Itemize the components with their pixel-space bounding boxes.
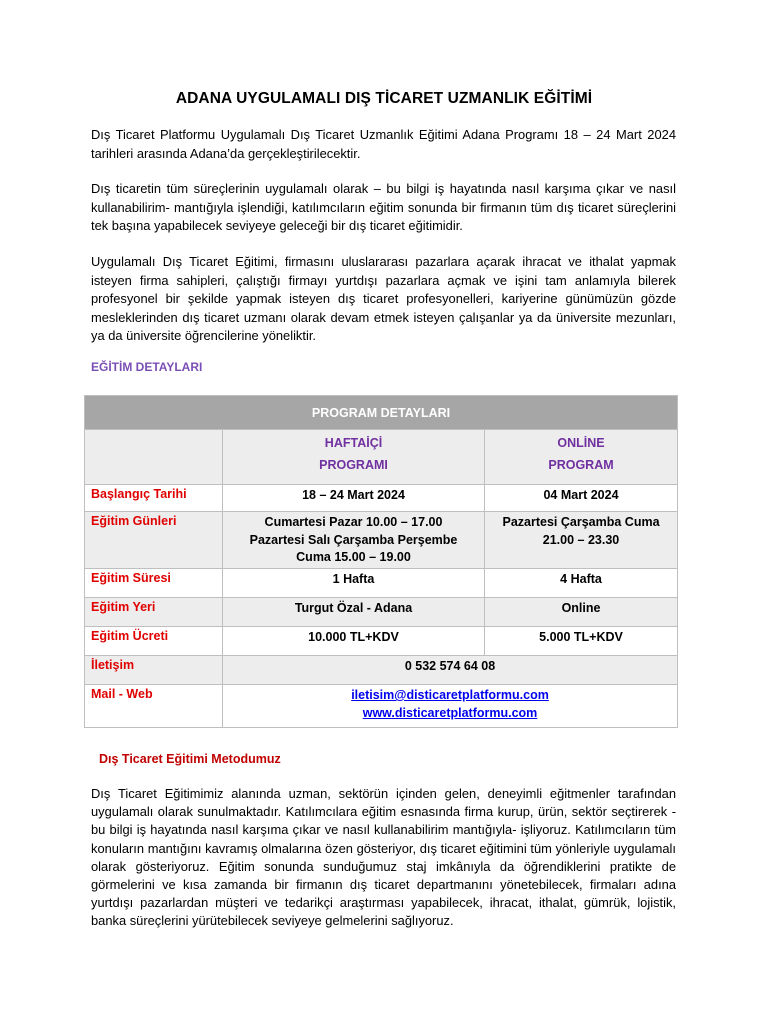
column-header-online [485,430,678,485]
row-label-start-date: Başlangıç Tarihi [85,485,223,512]
table-row-fee [85,627,678,656]
intro-paragraph: Dış Ticaret Platformu Uygulamalı Dış Ticaret Uzmanlık Eğitimi Adana Programı 18 – 24 Mart 2024 tarihleri arasında Adana’da gerçekleştirilecektir. [91,127,676,161]
program-details-table [84,395,678,728]
contact-phone: 0 532 574 64 08 [223,656,678,685]
email-link[interactable]: iletisim@disticaretplatformu.com [351,688,549,702]
table-row-place [85,598,678,627]
fee-weekday: 10.000 TL+KDV [223,627,485,656]
start-date-weekday: 18 – 24 Mart 2024 [223,485,485,512]
table-row-mail-web [85,685,678,728]
training-days-weekday-line2: Pazartesi Salı Çarşamba Perşembe [249,532,458,547]
description-paragraph: Dış ticaretin tüm süreçlerinin uygulamalı olarak – bu bilgi iş hayatında nasıl karşıma çıkar ve nasıl kullanabilirim- mantığıyla işlendiği, katılımcıların eğitim sonunda bir firmanın tüm dış ticaret süreçlerini tek başına yapabilecek seviyeye geleceği bir dış ticaret eğitimidir. [91,181,676,233]
page-title: ADANA UYGULAMALI DIŞ TİCARET UZMANLIK EĞİTİMİ [175,90,593,107]
column-header-online-line2: PROGRAM [548,458,614,472]
duration-online: 4 Hafta [485,569,678,598]
website-link[interactable]: www.disticaretplatformu.com [362,705,538,720]
column-header-online-line1: ONLİNE [557,436,605,450]
column-header-weekday-line2: PROGRAMI [319,458,388,472]
section-heading-method: Dış Ticaret Eğitimi Metodumuz [99,752,281,766]
column-header-weekday-line1: HAFTAİÇİ [324,436,383,450]
row-label-duration: Eğitim Süresi [85,569,223,598]
place-weekday: Turgut Özal - Adana [223,598,485,627]
training-days-weekday [223,512,485,569]
training-days-online [485,512,678,569]
column-header-weekday [223,430,485,485]
mail-web-links [223,685,678,728]
section-heading-details: EĞİTİM DETAYLARI [91,360,203,374]
duration-weekday: 1 Hafta [223,569,485,598]
table-row-training-days [85,512,678,569]
start-date-online: 04 Mart 2024 [485,485,678,512]
training-days-online-line1: Pazartesi Çarşamba Cuma [502,515,660,529]
training-days-online-line2: 21.00 – 23.30 [542,532,620,547]
table-row-contact [85,656,678,685]
table-row-duration [85,569,678,598]
place-online: Online [485,598,678,627]
training-days-weekday-line1: Cumartesi Pazar 10.00 – 17.00 [264,515,443,529]
row-label-mail-web: Mail - Web [85,685,223,728]
row-label-contact: İletişim [85,656,223,685]
audience-paragraph: Uygulamalı Dış Ticaret Eğitimi, firmasını uluslararası pazarlara açarak ihracat ve ithalat yapmak isteyen firma sahipleri, çalıştığı firmayı yurtdışı pazarlara açmak ve işini tam anlamıyla bilerek profesyonel bir şekilde yapmak isteyen dış ticaret profesyonelleri, kariyerine günümüzün gözde mesleklerinden dış ticaret uzmanı olarak devam etmek isteyen çalışanlar ya da üniversite mezunları, ya da üniversite öğrencilerine yöneliktir. [91,254,676,343]
row-label-place: Eğitim Yeri [85,598,223,627]
table-header: PROGRAM DETAYLARI [85,396,678,430]
method-paragraph: Dış Ticaret Eğitimimiz alanında uzman, sektörün içinden gelen, deneyimli eğitmenler tarafından uygulamalı olarak sunulmaktadır. Katılımcılara eğitim esnasında firma kurup, ürün, sektör seçtirerek -bu bilgi iş hayatında nasıl karşıma çıkar ve nasıl kullanabilirim mantığıyla- işliyoruz. Katılımcıların tüm konuların mantığını kavramış olmalarına özen gösteriyor, dış ticaret eğitimini tüm yönleriyle uygulamalı olarak gösteriyoruz. Eğitim sonunda sunduğumuz staj imkânıyla da öğrendiklerini pratikte de görmelerini ve kısa zamanda bir firmanın dış ticaret departmanını yönetebilecek, firmaları adına yurtdışı pazarlardan müşteri ve tedarikçi araştırması yapabilecek, ihracat, ithalat, gümrük, lojistik, banka süreçlerini yürütebilecek seviyeye gelmelerini sağlıyoruz. [91,786,676,929]
fee-online: 5.000 TL+KDV [485,627,678,656]
empty-corner-cell [85,430,223,485]
table-row-start-date [85,485,678,512]
training-days-weekday-line3: Cuma 15.00 – 19.00 [296,550,411,564]
row-label-training-days: Eğitim Günleri [85,512,223,569]
row-label-fee: Eğitim Ücreti [85,627,223,656]
